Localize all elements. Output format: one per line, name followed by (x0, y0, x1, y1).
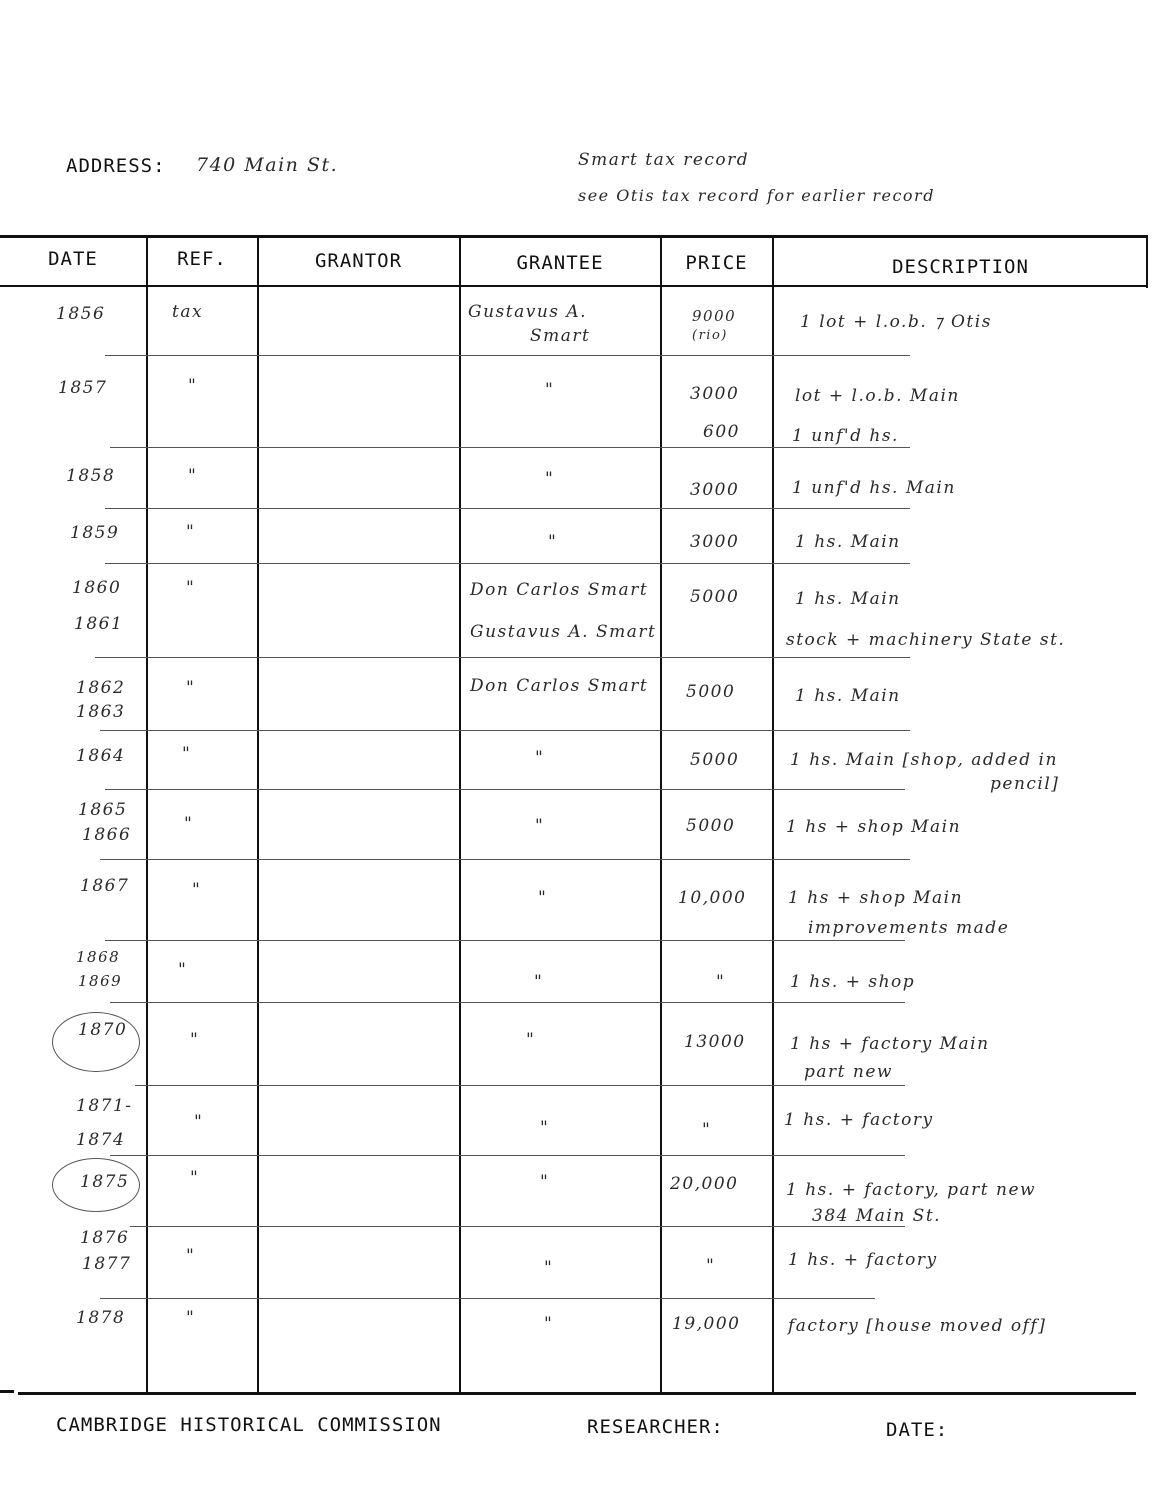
row-1870-grantee: " (526, 1030, 536, 1050)
row-1875-ref: " (190, 1168, 200, 1188)
footer-researcher-label: RESEARCHER: (587, 1416, 724, 1438)
row-1862-date: 1862 (76, 678, 126, 698)
table-bottom-rule (18, 1392, 1136, 1395)
column-divider-date-ref (146, 236, 148, 1393)
row-1859-price: 3000 (690, 532, 740, 552)
row-1868-date: 1868 (76, 948, 121, 966)
row-1875-grantee: " (540, 1172, 550, 1192)
row-1868-date-line2: 1869 (78, 972, 123, 990)
row-1875-date: 1875 (80, 1172, 130, 1192)
column-header-ref: REF. (177, 248, 227, 270)
row-1876-description: 1 hs. + factory (788, 1250, 938, 1270)
row-1860-grantee-line2: Gustavus A. Smart (470, 622, 657, 642)
row-1865-description: 1 hs + shop Main (786, 817, 962, 837)
row-1876-ref: " (186, 1246, 196, 1266)
row-1870-ref: " (190, 1030, 200, 1050)
row-1878-ref: " (186, 1308, 196, 1328)
row-1876-price: " (706, 1256, 716, 1276)
row-1868-price: " (716, 972, 726, 992)
column-divider-grantor-grantee (459, 236, 461, 1393)
row-1860-price: 5000 (690, 587, 740, 607)
column-header-date: DATE (48, 248, 98, 270)
row-1875-description: 1 hs. + factory, part new (786, 1180, 1037, 1200)
row-1871-grantee: " (540, 1118, 550, 1138)
address-label: ADDRESS: (66, 155, 166, 177)
row-1870-description: 1 hs + factory Main (790, 1034, 990, 1054)
row-separator (110, 1155, 905, 1156)
row-1870-description-line2: part new (804, 1062, 893, 1082)
row-1862-ref: " (186, 678, 196, 698)
row-separator (110, 447, 910, 448)
row-1858-description: 1 unf'd hs. Main (792, 478, 956, 498)
row-separator (105, 789, 905, 790)
row-separator (105, 563, 910, 564)
column-header-description: DESCRIPTION (892, 256, 1029, 278)
address-value: 740 Main St. (196, 154, 339, 176)
row-1858-price: 3000 (690, 480, 740, 500)
row-1857-description: lot + l.o.b. Main (795, 386, 960, 406)
table-header-rule (0, 285, 1148, 287)
row-1860-ref: " (186, 578, 196, 598)
row-separator (100, 730, 910, 731)
row-1867-ref: " (192, 880, 202, 900)
row-1859-date: 1859 (70, 523, 120, 543)
row-1860-date: 1860 (72, 578, 122, 598)
column-header-grantor: GRANTOR (314, 250, 403, 272)
row-1859-ref: " (186, 522, 196, 542)
row-1871-date: 1871- (76, 1096, 133, 1116)
row-1876-date-line2: 1877 (82, 1254, 132, 1274)
row-1871-ref: " (194, 1112, 204, 1132)
row-1875-price: 20,000 (670, 1174, 739, 1194)
column-header-price: PRICE (685, 252, 748, 274)
table-top-rule (0, 235, 1148, 238)
row-1864-description-line2: pencil] (990, 774, 1060, 794)
row-1865-grantee: " (535, 816, 545, 836)
row-separator (130, 1226, 905, 1227)
row-1868-grantee: " (534, 972, 544, 992)
column-divider-ref-grantor (257, 236, 259, 1393)
row-1878-grantee: " (544, 1314, 554, 1334)
row-1871-description: 1 hs. + factory (784, 1110, 934, 1130)
row-1868-ref: " (178, 960, 188, 980)
row-separator (105, 355, 910, 356)
row-1864-grantee: " (535, 748, 545, 768)
row-1857-price: 3000 (690, 384, 740, 404)
row-1860-description-line2: stock + machinery State st. (786, 630, 1066, 650)
row-separator (100, 859, 910, 860)
row-1865-ref: " (184, 814, 194, 834)
row-1860-date-line2: 1861 (74, 614, 124, 634)
row-1856-grantee: Gustavus A. (468, 302, 588, 322)
note-see-otis-record: see Otis tax record for earlier record (578, 186, 935, 205)
row-1871-date-line2: 1874 (76, 1130, 126, 1150)
row-1858-date: 1858 (66, 466, 116, 486)
column-divider-price-description (772, 236, 774, 1393)
row-1867-description-line2: improvements made (808, 918, 1010, 938)
row-separator (105, 940, 905, 941)
footer-date-label: DATE: (886, 1419, 949, 1441)
row-1858-grantee: " (545, 469, 555, 489)
row-1858-ref: " (188, 466, 198, 486)
row-1878-description: factory [house moved off] (788, 1316, 1047, 1336)
row-1856-date: 1856 (56, 304, 106, 324)
row-1871-price: " (702, 1120, 712, 1140)
column-header-grantee: GRANTEE (516, 252, 604, 274)
row-1857-description-line2: 1 unf'd hs. (792, 426, 899, 446)
note-smart-tax-record: Smart tax record (578, 150, 750, 170)
row-separator (105, 508, 910, 509)
row-1857-ref: " (188, 376, 198, 396)
row-1876-date: 1876 (80, 1228, 130, 1248)
row-1862-date-line2: 1863 (76, 702, 126, 722)
row-1857-grantee: " (545, 380, 555, 400)
row-separator (95, 657, 910, 658)
row-1876-grantee: " (544, 1258, 554, 1278)
row-1857-date: 1857 (58, 378, 108, 398)
row-1878-date: 1878 (76, 1308, 126, 1328)
row-1865-date: 1865 (78, 800, 128, 820)
row-1878-price: 19,000 (672, 1314, 741, 1334)
row-1867-date: 1867 (80, 876, 130, 896)
row-1875-description-line2: 384 Main St. (812, 1206, 942, 1226)
row-separator (100, 1298, 875, 1299)
row-1864-price: 5000 (690, 750, 740, 770)
row-1860-grantee: Don Carlos Smart (470, 580, 649, 600)
row-1867-grantee: " (538, 888, 548, 908)
column-divider-grantee-price (660, 236, 662, 1393)
row-1867-price: 10,000 (678, 888, 747, 908)
row-1859-grantee: " (548, 532, 558, 552)
row-1862-grantee: Don Carlos Smart (470, 676, 649, 696)
row-1857-price-line2: 600 (703, 422, 740, 442)
row-1856-price: 9000 (692, 307, 737, 325)
row-1868-description: 1 hs. + shop (790, 972, 916, 992)
row-1867-description: 1 hs + shop Main (788, 888, 964, 908)
row-1865-price: 5000 (686, 816, 736, 836)
row-1856-grantee-line2: Smart (530, 326, 591, 346)
row-separator (110, 1002, 905, 1003)
row-1856-ref: tax (172, 302, 204, 322)
row-separator (135, 1085, 905, 1086)
row-1870-date: 1870 (78, 1020, 128, 1040)
row-1856-price-note: (rio) (692, 328, 728, 343)
row-1862-price: 5000 (686, 682, 736, 702)
footer-organization: CAMBRIDGE HISTORICAL COMMISSION (56, 1414, 442, 1436)
row-1856-description: 1 lot + l.o.b. ⁊ Otis (800, 312, 992, 332)
row-1870-price: 13000 (684, 1032, 746, 1052)
row-1864-date: 1864 (76, 746, 126, 766)
row-1859-description: 1 hs. Main (795, 532, 901, 552)
table-bottom-stub (0, 1390, 14, 1393)
row-1864-ref: " (182, 744, 192, 764)
row-1862-description: 1 hs. Main (795, 686, 901, 706)
row-1864-description: 1 hs. Main [shop, added in (790, 750, 1058, 770)
row-1860-description: 1 hs. Main (795, 589, 901, 609)
row-1865-date-line2: 1866 (82, 825, 132, 845)
